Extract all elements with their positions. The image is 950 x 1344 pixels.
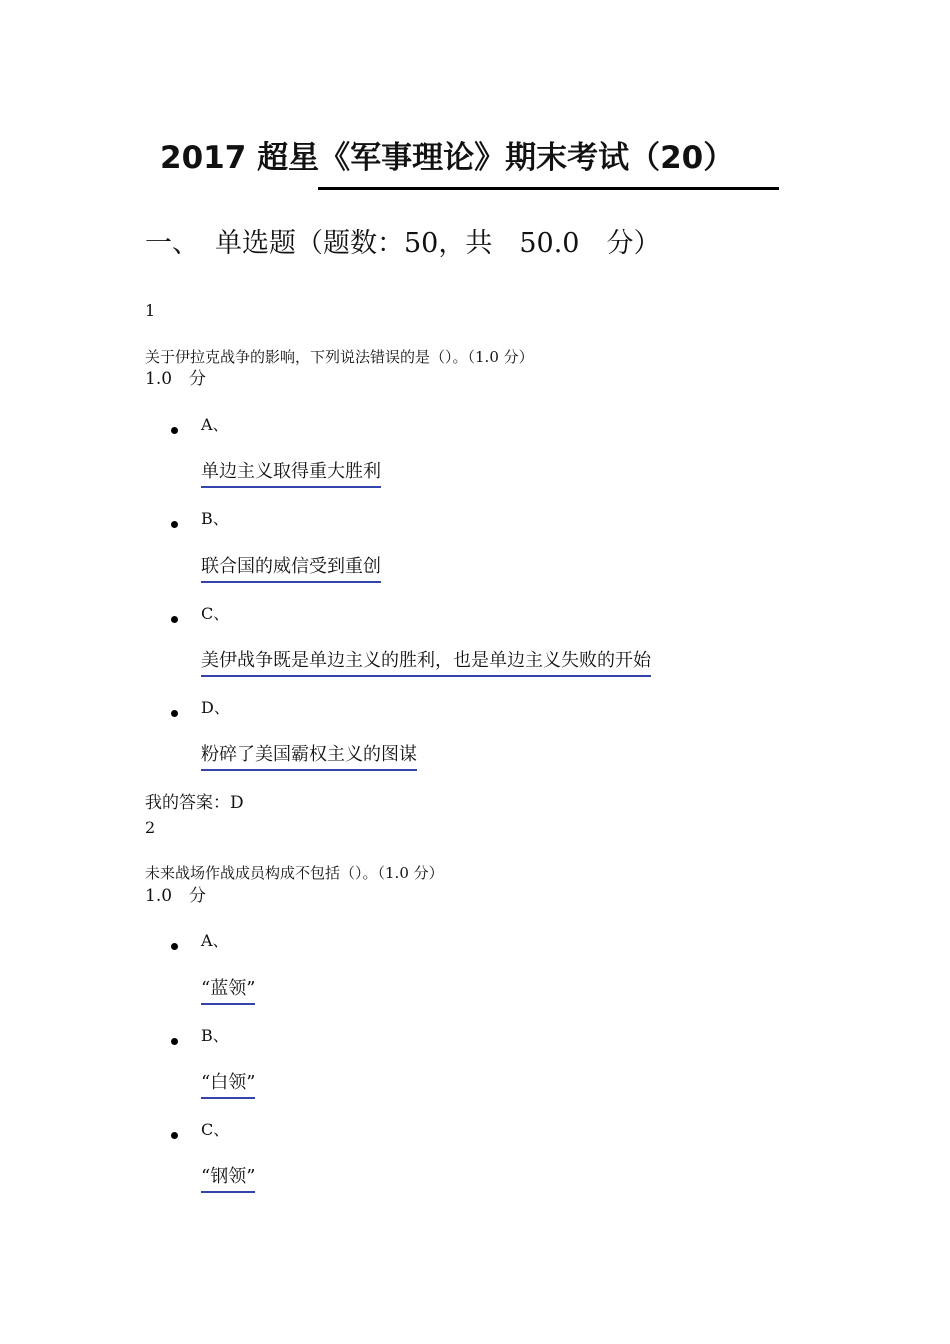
option-bullet [171, 710, 178, 717]
question-score: 1.0 分 [145, 886, 207, 906]
question-score: 1.0 分 [145, 369, 207, 389]
question-text: 未来战场作战成员构成不包括（）。（1.0 分） [145, 864, 444, 882]
option-a-text[interactable]: “蓝领” [201, 976, 255, 1005]
option-bullet [171, 427, 178, 434]
option-d-text[interactable]: 粉碎了美国霸权主义的图谋 [201, 742, 417, 771]
option-letter: C、 [201, 1120, 230, 1139]
option-bullet [171, 1038, 178, 1045]
title-underline [318, 187, 779, 190]
option-c-text[interactable]: 美伊战争既是单边主义的胜利，也是单边主义失败的开始 [201, 648, 651, 677]
section-label: 单选题（题数：50，共 50.0 分） [215, 228, 661, 259]
section-heading [145, 224, 660, 264]
option-bullet [171, 616, 178, 623]
option-bullet [171, 943, 178, 950]
option-b-text[interactable]: 联合国的威信受到重创 [201, 554, 381, 583]
option-letter: B、 [201, 509, 229, 528]
option-b-text[interactable]: “白领” [201, 1070, 255, 1099]
option-bullet [171, 1132, 178, 1139]
option-bullet [171, 521, 178, 528]
question-number: 1 [145, 301, 156, 320]
section-number: 一、 [145, 228, 199, 259]
option-c-text[interactable]: “钢领” [201, 1164, 255, 1193]
option-a-text[interactable]: 单边主义取得重大胜利 [201, 459, 381, 488]
option-letter: C、 [201, 604, 230, 623]
question-text: 关于伊拉克战争的影响，下列说法错误的是（）。（1.0 分） [145, 348, 534, 366]
option-letter: D、 [201, 698, 230, 717]
question-number: 2 [145, 818, 156, 837]
my-answer: 我的答案：D [145, 793, 244, 813]
option-letter: A、 [201, 415, 229, 434]
document-title: 2017 超星《军事理论》期末考试（20） [160, 140, 735, 176]
option-letter: B、 [201, 1026, 229, 1045]
option-letter: A、 [201, 931, 229, 950]
